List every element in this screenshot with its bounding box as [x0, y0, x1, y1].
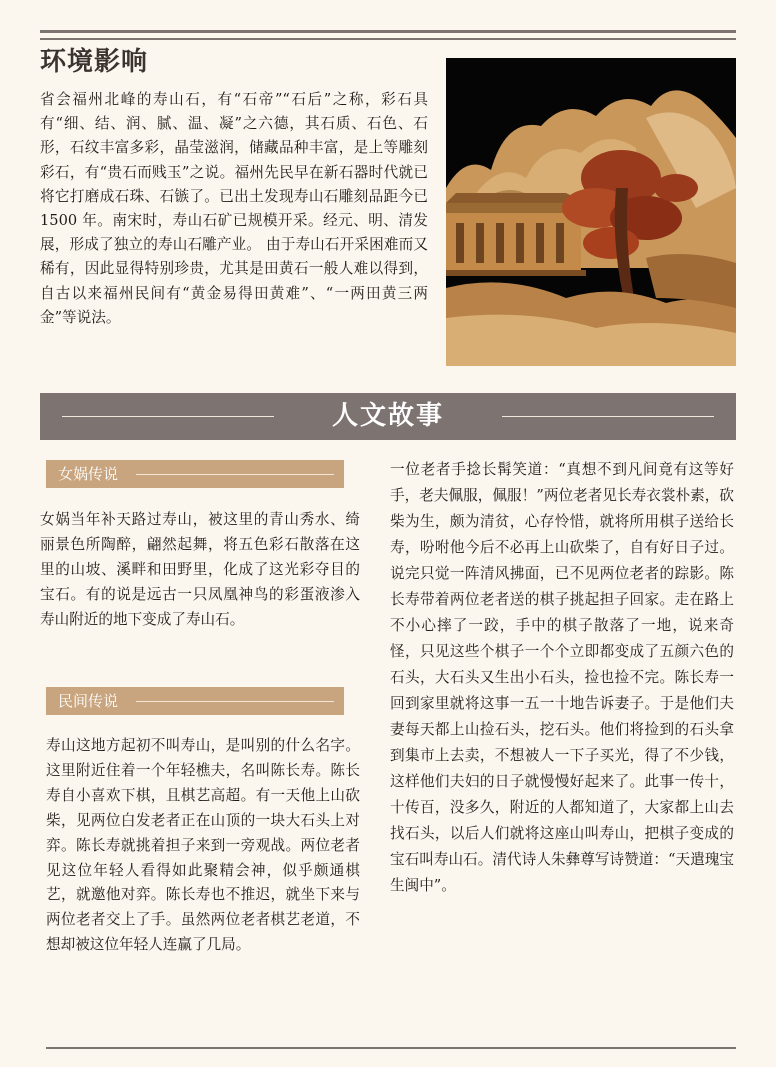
- nuwa-heading-label: 女娲传说: [58, 465, 119, 483]
- folk-paragraph-continued: 一位老者手捻长髯笑道：“真想不到凡间竟有这等好手，老夫佩服，佩服！”两位老者见长寿衣裳朴素，砍柴为生，颇为清贫，心存怜惜，就将所用棋子送给长寿，吩咐他今后不必再上山砍柴了，自有好日子过。说完只觉一阵清风拂面，已不见两位老者的踪影。陈长寿带着两位老者送的棋子挑起担子回家。走在路上不小心摔了一跤，手中的棋子散落了一地，说来奇怪，只见这些个棋子一个个立即都变成了五颜六色的石头，大石头又生出小石头，捡也捡不完。陈长寿一回到家里就将这事一五一十地告诉妻子。于是他们夫妻每天都上山捡石头，挖石头。他们将捡到的石头拿到集市上去卖，不想被人一下子买光，得了不少钱，这样他们夫妇的日子就慢慢好起来了。此事一传十，十传百，没多久，附近的人都知道了，大家都上山去找石头，以后人们就将这座山叫寿山，把棋子变成的宝石叫寿山石。清代诗人朱彝尊写诗赞道：“天遣瑰宝生闽中”。: [390, 461, 734, 894]
- folk-heading: [46, 687, 344, 715]
- folk-paragraph: 寿山这地方起初不叫寿山，是叫别的什么名字。这里附近住着一个年轻樵夫，名叫陈长寿。陈长寿自小喜欢下棋，且棋艺高超。有一天他上山砍柴，见两位白发老者正在山顶的一块大石头上对弈。陈长寿就挑着担子来到一旁观战。两位老者见这位年轻人看得如此聚精会神，似乎颇通棋艺，就邀他对弈。陈长寿也不推迟，就坐下来与两位老者交上了手。虽然两位老者棋艺老道，不想却被这位年轻人连赢了几局。: [46, 737, 360, 954]
- story-banner: [40, 393, 736, 440]
- nuwa-heading: [46, 460, 344, 488]
- top-rule: [40, 30, 736, 33]
- heading-decoration-line: [136, 701, 334, 702]
- nuwa-paragraph: 女娲当年补天路过寿山，被这里的青山秀水、绮丽景色所陶醉，翩然起舞，将五色彩石散落在这里的山坡、溪畔和田野里，化成了这光彩夺目的宝石。有的说是远古一只凤凰神鸟的彩蛋液渗入寿山附近的地下变成了寿山石。: [40, 511, 360, 628]
- shoushan-stone-carving-photo: [446, 58, 736, 366]
- heading-decoration-line: [136, 474, 334, 475]
- top-rule-thin: [40, 38, 736, 40]
- section-title: 环境影响: [40, 47, 149, 77]
- folk-heading-label: 民间传说: [58, 692, 119, 710]
- bottom-rule: [46, 1047, 736, 1049]
- banner-title: 人文故事: [331, 401, 444, 431]
- environment-paragraph: 省会福州北峰的寿山石，有“石帝”“石后”之称，彩石具有“细、结、润、腻、温、凝”之六德，其石质、石色、石形，石纹丰富多彩，晶莹滋润，储藏品种丰富，是上等雕刻彩石，有“贵石而贱玉”之说。福州先民早在新石器时代就已将它打磨成石珠、石镞了。已出土发现寿山石雕刻品距今已 1500 年。南宋时，寿山石矿已规模开采。经元、明、清发展，形成了独立的寿山石雕产业。 由于寿山石开采困难而又稀有，因此显得特别珍贵，尤其是田黄石一般人难以得到，自古以来福州民间有“黄金易得田黄难”、“一两田黄三两金”等说法。: [40, 91, 428, 326]
